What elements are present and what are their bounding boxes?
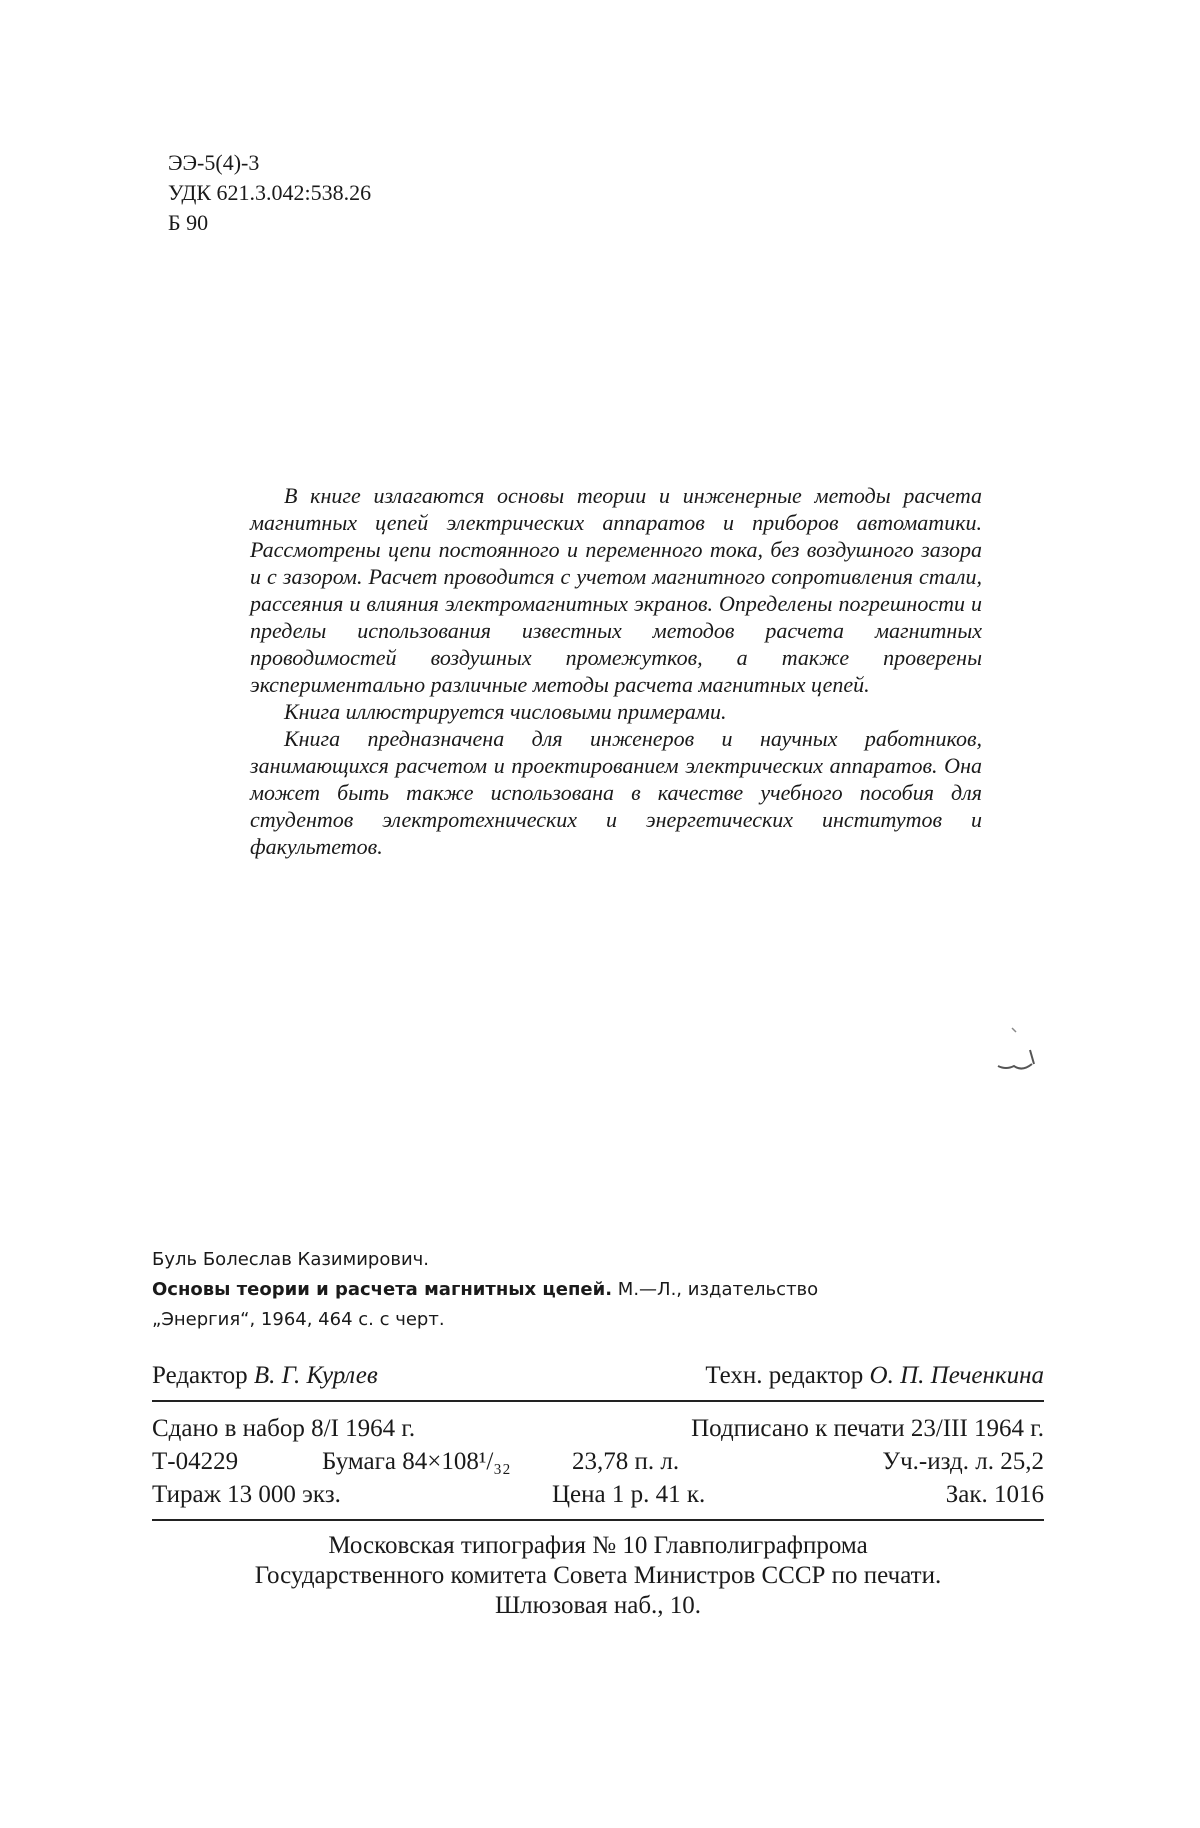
classification-codes xyxy=(168,148,371,238)
publisher-prefix: М.—Л., издательство xyxy=(612,1279,819,1300)
publication-line: „Энергия“, 1964, 464 с. с черт. xyxy=(152,1309,445,1330)
scan-mark xyxy=(992,1020,1042,1080)
production-details xyxy=(152,1402,1044,1521)
annotation-paragraph: Книга предназначена для инженеров и научных работников, занимающихся расчетом и проектированием электрических аппаратов. Она может быть также использована в качестве учебного пособия для студентов электротехнических и энергетических институтов и факультетов. xyxy=(250,726,982,859)
publisher-sheets: Уч.-изд. л. 25,2 xyxy=(882,1448,1044,1475)
set-date: Сдано в набор 8/I 1964 г. xyxy=(152,1415,416,1442)
signed-date: Подписано к печати 23/III 1964 г. xyxy=(691,1415,1044,1442)
paper-row xyxy=(152,1445,1044,1478)
imprint-block xyxy=(152,1362,1044,1621)
series-code: ЭЭ-5(4)-3 xyxy=(168,150,260,175)
printer-address: Шлюзовая наб., 10. xyxy=(494,1592,702,1619)
order-number: Зак. 1016 xyxy=(945,1481,1044,1508)
printer-line: Государственного комитета Совета Министров СССР по печати. xyxy=(254,1562,942,1589)
editor-label: Редактор xyxy=(152,1362,248,1389)
editor xyxy=(152,1362,378,1390)
tech-editor-name: О. П. Печенкина xyxy=(869,1362,1044,1389)
tech-editor xyxy=(705,1362,1044,1390)
udk-code: УДК 621.3.042:538.26 xyxy=(168,180,372,205)
book-annotation xyxy=(250,482,982,860)
bibliographic-record xyxy=(152,1245,952,1335)
printed-sheets: 23,78 п. л. xyxy=(572,1448,680,1475)
annotation-paragraph: Книга иллюстрируется числовыми примерами. xyxy=(284,699,727,724)
printer-info xyxy=(152,1531,1044,1621)
library-index: Б 90 xyxy=(168,210,209,235)
author-line: Буль Болеслав Казимирович. xyxy=(152,1249,429,1270)
title-line xyxy=(152,1275,952,1305)
book-title: Основы теории и расчета магнитных цепей. xyxy=(152,1279,613,1300)
annotation-paragraph: В книге излагаются основы теории и инженерные методы расчета магнитных цепей электрических аппаратов и приборов автоматики. Рассмотрены цепи постоянного и переменного тока, без воздушного зазора и с зазором. Расчет проводится с учетом магнитного сопротивления стали, рассеяния и влияния электромагнитных экранов. Определены погрешности и пределы использования известных методов расчета магнитных проводимостей воздушных промежутков, а также проверены экспериментально различные методы расчета магнитных цепей. xyxy=(250,483,982,697)
dates-row xyxy=(152,1412,1044,1445)
permit-number: Т-04229 xyxy=(152,1448,239,1475)
paper-format: Бумага 84×108¹/₃₂ xyxy=(322,1448,511,1475)
editor-name: В. Г. Курлев xyxy=(253,1362,378,1389)
circulation-row xyxy=(152,1478,1044,1511)
circulation: Тираж 13 000 экз. xyxy=(152,1481,341,1508)
editors-row xyxy=(152,1362,1044,1402)
tech-editor-label: Техн. редактор xyxy=(705,1362,864,1389)
price: Цена 1 р. 41 к. xyxy=(552,1481,706,1508)
printer-line: Московская типография № 10 Главполиграфпрома xyxy=(328,1532,868,1559)
